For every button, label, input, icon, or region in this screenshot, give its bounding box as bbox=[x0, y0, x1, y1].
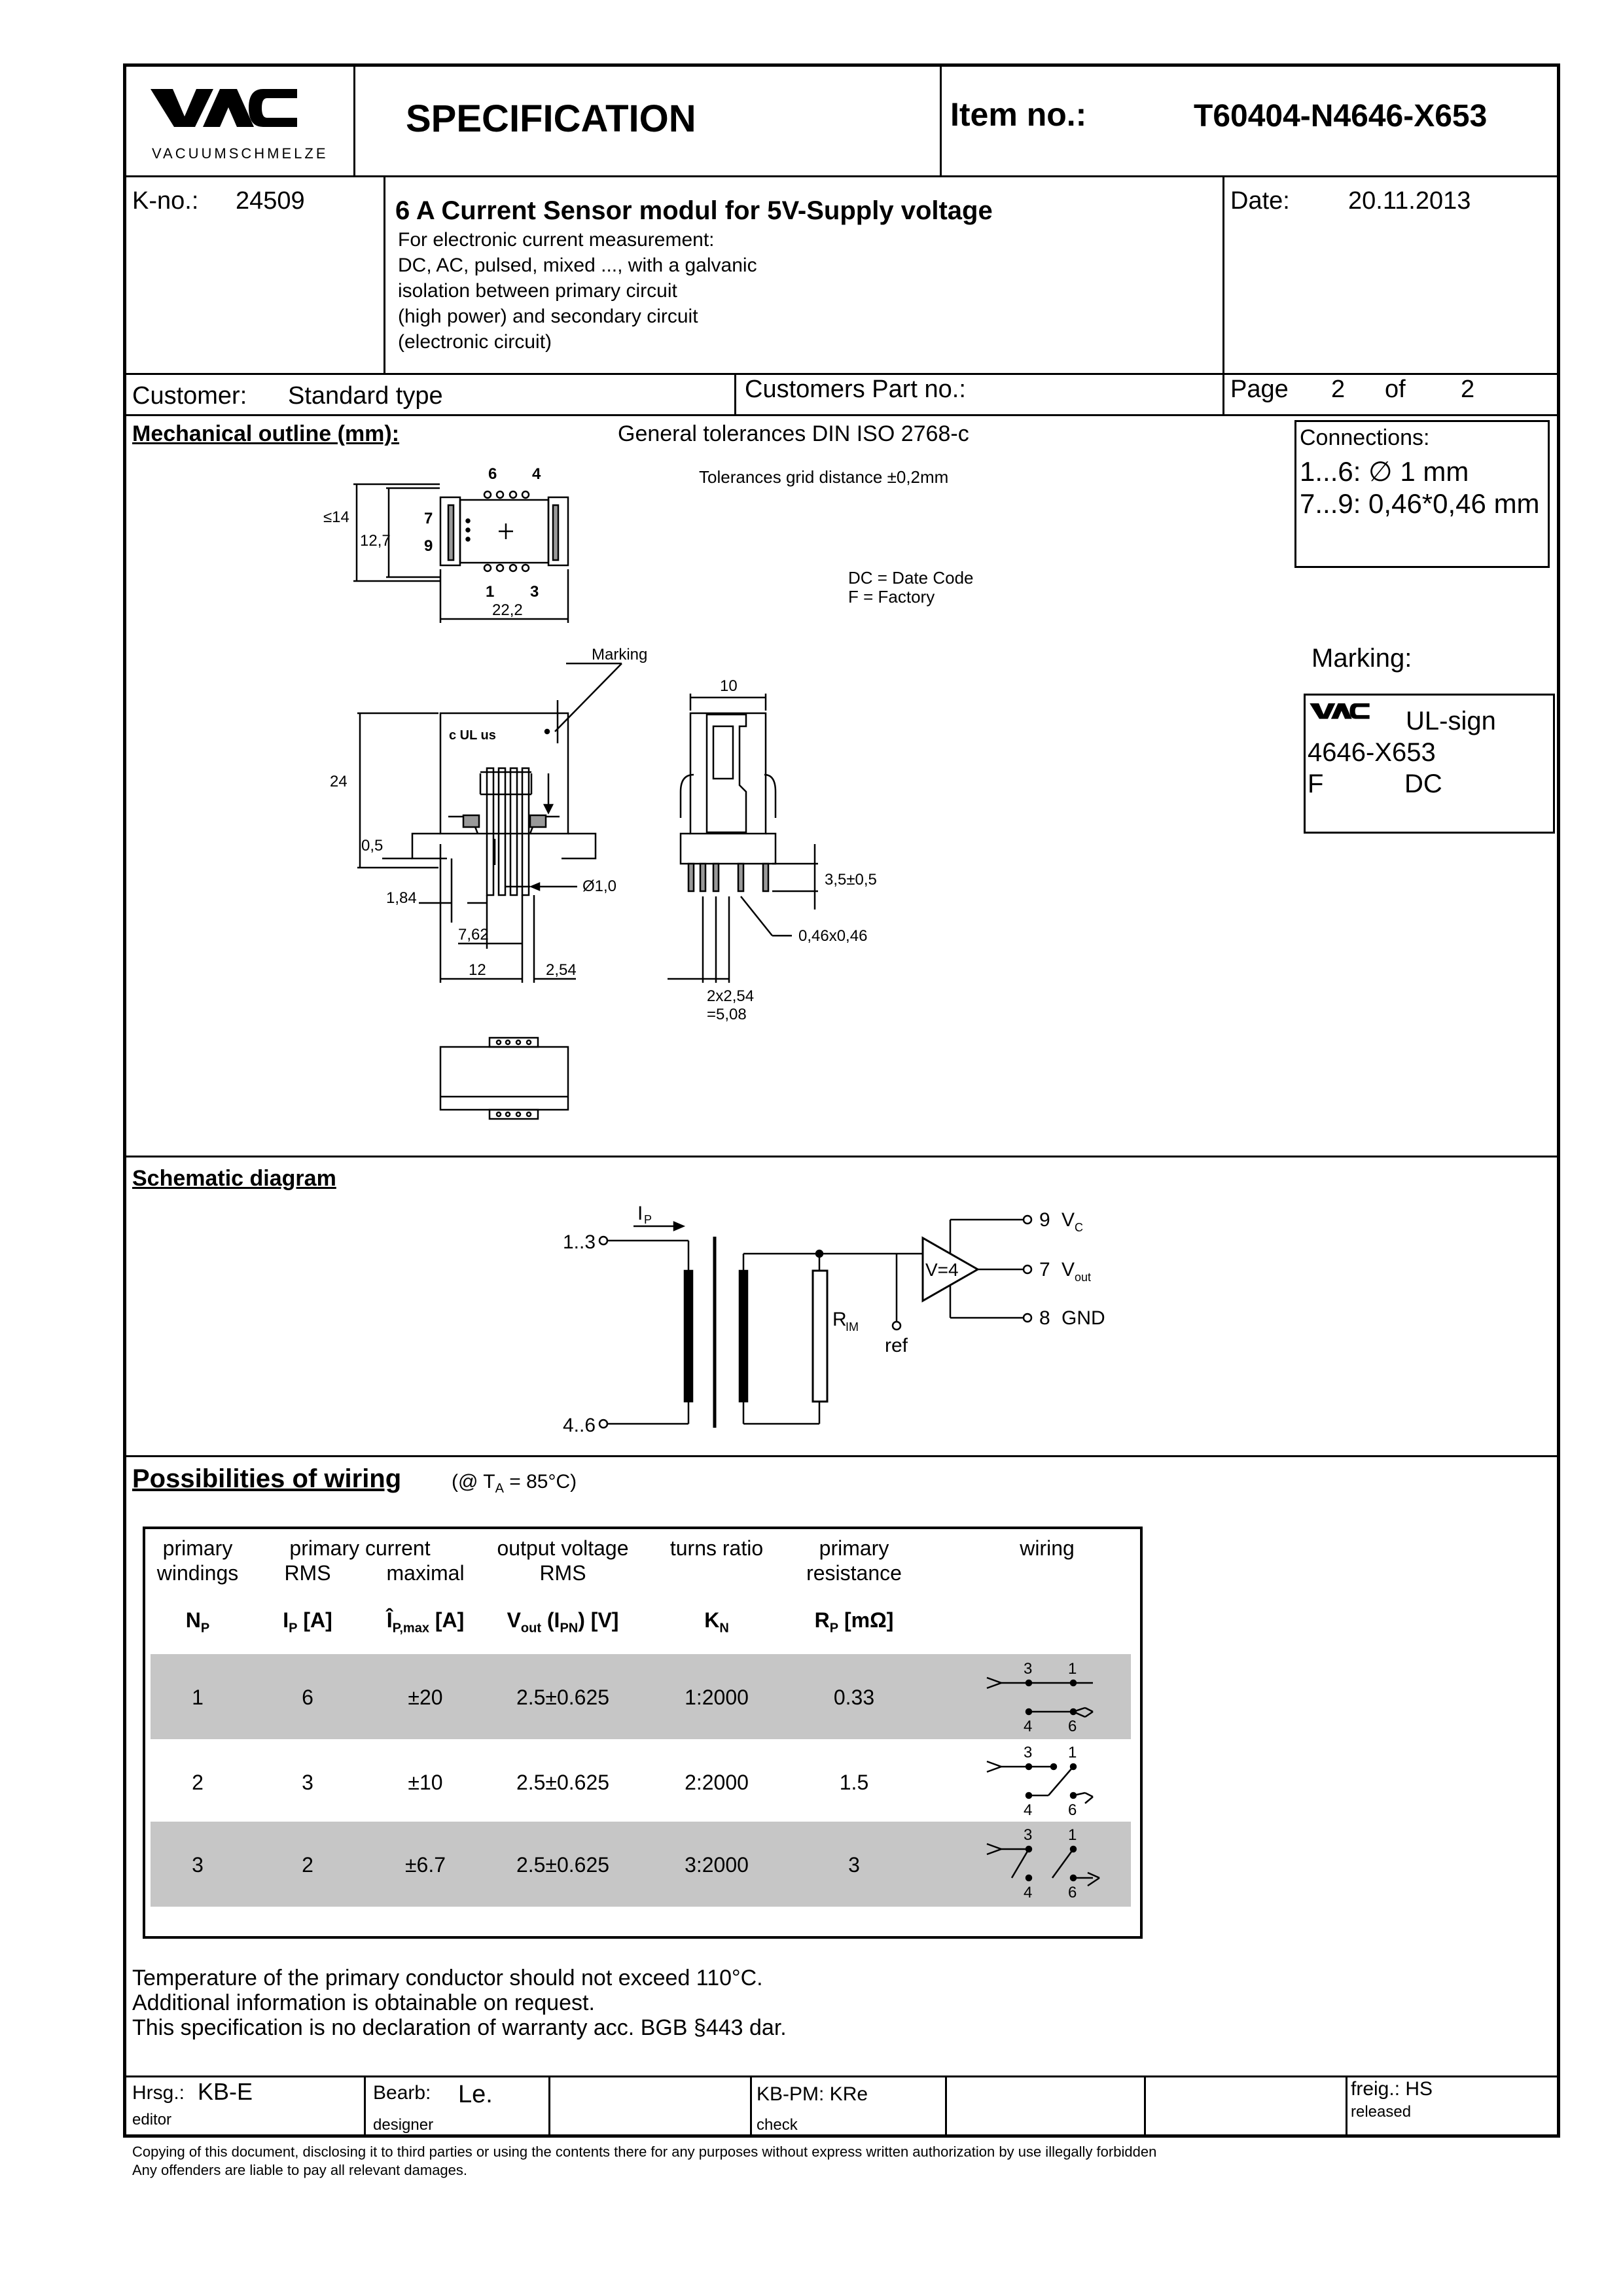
row3-ip: 2 bbox=[302, 1853, 313, 1877]
pin-label: 3 bbox=[1024, 1744, 1033, 1761]
divider bbox=[123, 414, 1560, 416]
row2-ipmax: ±10 bbox=[408, 1771, 443, 1794]
header-windings-2: windings bbox=[156, 1561, 239, 1585]
header-turns: turns ratio bbox=[669, 1536, 764, 1560]
dim-2x2-54: 2x2,54 bbox=[707, 987, 755, 1005]
row1-rp: 0.33 bbox=[833, 1686, 875, 1709]
symbol-ip: $I_P$ [A] bbox=[283, 1608, 332, 1636]
row3-np: 3 bbox=[192, 1853, 204, 1877]
top-view bbox=[353, 484, 568, 623]
note-line: Additional information is obtainable on request. bbox=[132, 1990, 595, 2015]
pin-label: 6 bbox=[1068, 1884, 1077, 1901]
symbol-vout: $V_{out}$ $(I_{PN})$ [V] bbox=[507, 1608, 619, 1636]
connections-title: Connections: bbox=[1300, 425, 1430, 450]
customer-value: Standard type bbox=[288, 382, 443, 410]
symbol-kn: $K_N$ bbox=[704, 1608, 729, 1636]
divider bbox=[123, 373, 1560, 375]
legend-date-code: DC = Date Code bbox=[848, 568, 974, 588]
connections-pins-1-6: 1...6: ∅ 1 mm bbox=[1300, 456, 1469, 487]
dim-0-46: 0,46x0,46 bbox=[798, 927, 868, 945]
front-view bbox=[357, 663, 622, 983]
row2-kn: 2:2000 bbox=[685, 1771, 749, 1794]
row1-kn: 1:2000 bbox=[685, 1686, 749, 1709]
input-top-label: 1..3 bbox=[563, 1231, 596, 1253]
row3-rp: 3 bbox=[848, 1853, 860, 1877]
dim-7-62: 7,62 bbox=[458, 926, 489, 944]
marking-date-code: DC bbox=[1404, 769, 1442, 798]
pin-label: 1 bbox=[1068, 1744, 1077, 1761]
desc-line: (high power) and secondary circuit bbox=[398, 306, 698, 327]
schematic-heading: Schematic diagram bbox=[132, 1166, 336, 1191]
pin-label: 7 bbox=[424, 510, 433, 527]
divider bbox=[548, 2075, 550, 2138]
dim-5-08: =5,08 bbox=[707, 1006, 747, 1023]
dim-3-5: 3,5±0,5 bbox=[825, 871, 877, 889]
row2-np: 2 bbox=[192, 1771, 204, 1794]
wiring-diagram-3 bbox=[975, 1826, 1119, 1904]
dim-le14: ≤14 bbox=[323, 508, 349, 526]
released-label: released bbox=[1351, 2103, 1412, 2121]
page-label: Page bbox=[1230, 376, 1289, 403]
symbol-rp: $R_P$ [mΩ] bbox=[814, 1608, 894, 1636]
input-bottom-label: 4..6 bbox=[563, 1415, 596, 1436]
out-pin-7: 7 bbox=[1039, 1259, 1050, 1280]
divider bbox=[750, 2075, 752, 2138]
bearb-value: Le. bbox=[458, 2081, 493, 2108]
vac-logo bbox=[145, 89, 309, 137]
header-current-max: maximal bbox=[386, 1561, 465, 1585]
vac-logo-small bbox=[1308, 699, 1374, 728]
divider bbox=[123, 2075, 1560, 2077]
doc-title: SPECIFICATION bbox=[406, 97, 696, 140]
kno-value: 24509 bbox=[236, 187, 305, 215]
out-pin-9: 9 bbox=[1039, 1209, 1050, 1231]
divider bbox=[123, 175, 1560, 177]
schematic-diagram bbox=[550, 1191, 1139, 1446]
legend-factory: F = Factory bbox=[848, 587, 935, 607]
wiring-condition: (@ $T_A = 85^\circ C$) bbox=[452, 1471, 577, 1496]
date-value: 20.11.2013 bbox=[1348, 187, 1471, 215]
wiring-diagram-2 bbox=[975, 1743, 1119, 1822]
out-pin-8: 8 bbox=[1039, 1307, 1050, 1329]
check-label: check bbox=[757, 2116, 798, 2134]
marking-title: Marking: bbox=[1311, 644, 1412, 673]
pin-label: 1 bbox=[1068, 1826, 1077, 1844]
page-total: 2 bbox=[1461, 376, 1475, 403]
item-number: T60404-N4646-X653 bbox=[1194, 99, 1488, 133]
dim-24: 24 bbox=[330, 773, 348, 790]
marking-callout: Marking bbox=[592, 646, 648, 663]
row3-ipmax: ±6.7 bbox=[404, 1853, 446, 1877]
desc-line: (electronic circuit) bbox=[398, 331, 552, 353]
hrsg-value: KB-E bbox=[198, 2078, 253, 2105]
dim-pin-diameter: Ø1,0 bbox=[582, 877, 617, 895]
date-label: Date: bbox=[1230, 187, 1290, 215]
pin-label: 1 bbox=[486, 583, 495, 601]
dim-12: 12 bbox=[469, 961, 486, 979]
vout-label: V bbox=[1061, 1259, 1075, 1280]
pin-label: 9 bbox=[424, 537, 433, 555]
marking-ul-sign: UL-sign bbox=[1406, 707, 1496, 735]
symbol-np: $N_P$ bbox=[185, 1608, 210, 1636]
logo-subtitle: VACUUMSCHMELZE bbox=[152, 145, 329, 162]
marking-factory: F bbox=[1308, 769, 1324, 798]
pin-label: 3 bbox=[530, 583, 539, 601]
of-label: of bbox=[1385, 376, 1406, 403]
dim-12-7: 12,7 bbox=[360, 532, 391, 550]
bottom-view bbox=[440, 1038, 568, 1119]
ref-label: ref bbox=[885, 1335, 908, 1356]
page-number: 2 bbox=[1331, 376, 1346, 403]
row3-vout: 2.5±0.625 bbox=[516, 1853, 610, 1877]
divider bbox=[123, 1156, 1560, 1157]
vc-label: V bbox=[1061, 1209, 1075, 1231]
customer-label: Customer: bbox=[132, 382, 247, 410]
desc-line: For electronic current measurement: bbox=[398, 229, 715, 251]
general-tolerances: General tolerances DIN ISO 2768-c bbox=[618, 421, 969, 446]
row2-ip: 3 bbox=[302, 1771, 313, 1794]
pin-label: 3 bbox=[1024, 1660, 1033, 1678]
header-voltage-rms: RMS bbox=[539, 1561, 586, 1585]
mechanical-heading: Mechanical outline (mm): bbox=[132, 421, 400, 446]
header-wiring: wiring bbox=[1020, 1536, 1075, 1560]
header-windings-1: primary bbox=[162, 1536, 233, 1560]
row1-ipmax: ±20 bbox=[408, 1686, 443, 1709]
pin-label: 6 bbox=[488, 465, 497, 483]
marking-item-code: 4646-X653 bbox=[1308, 738, 1436, 767]
product-title: 6 A Current Sensor modul for 5V-Supply voltage bbox=[395, 196, 993, 225]
symbol-ipmax: $Î_{P,max}$ [A] bbox=[386, 1608, 465, 1636]
header-voltage: output voltage bbox=[497, 1536, 629, 1560]
dim-2-54: 2,54 bbox=[546, 961, 577, 979]
rim-label: R bbox=[832, 1309, 847, 1330]
customer-part-label: Customers Part no.: bbox=[745, 376, 966, 403]
divider bbox=[1346, 2075, 1347, 2138]
divider bbox=[1222, 175, 1224, 373]
header-resistance: primary bbox=[819, 1536, 889, 1560]
pin-label: 4 bbox=[532, 465, 541, 483]
mechanical-drawing bbox=[314, 451, 969, 1145]
divider bbox=[945, 2075, 947, 2138]
desc-line: isolation between primary circuit bbox=[398, 280, 677, 302]
ul-mark: c UL us bbox=[449, 728, 496, 743]
row1-vout: 2.5±0.625 bbox=[516, 1686, 610, 1709]
vout-sub: out bbox=[1075, 1271, 1092, 1284]
header-current: primary current bbox=[289, 1536, 431, 1560]
dim-1-84: 1,84 bbox=[386, 889, 417, 907]
editor-label: editor bbox=[132, 2111, 172, 2128]
divider bbox=[734, 373, 736, 414]
row1-ip: 6 bbox=[302, 1686, 313, 1709]
primary-current-sub: P bbox=[644, 1213, 652, 1226]
vc-sub: C bbox=[1075, 1221, 1083, 1234]
divider bbox=[364, 2075, 366, 2138]
amplifier-gain: V=4 bbox=[925, 1260, 959, 1280]
connections-pins-7-9: 7...9: 0,46*0,46 mm bbox=[1300, 488, 1540, 519]
dim-10: 10 bbox=[720, 677, 738, 695]
item-label: Item no.: bbox=[950, 96, 1087, 133]
divider bbox=[353, 63, 355, 175]
row2-vout: 2.5±0.625 bbox=[516, 1771, 610, 1794]
grid-tolerance: Tolerances grid distance ±0,2mm bbox=[699, 467, 949, 487]
dim-0-5: 0,5 bbox=[361, 837, 383, 855]
hrsg-label: Hrsg.: bbox=[132, 2082, 185, 2104]
designer-label: designer bbox=[373, 2116, 434, 2134]
bearb-label: Bearb: bbox=[373, 2082, 431, 2104]
divider bbox=[383, 175, 385, 373]
row1-np: 1 bbox=[192, 1686, 204, 1709]
pin-label: 6 bbox=[1068, 1718, 1077, 1735]
dim-22-2: 22,2 bbox=[492, 601, 523, 619]
primary-current-label: I bbox=[637, 1203, 643, 1224]
wiring-heading: Possibilities of wiring bbox=[132, 1464, 402, 1493]
desc-line: DC, AC, pulsed, mixed ..., with a galvanic bbox=[398, 255, 757, 276]
freig-label: freig.: HS bbox=[1351, 2078, 1433, 2100]
rim-sub: IM bbox=[846, 1320, 859, 1333]
copyright-line: Copying of this document, disclosing it to third parties or using the contents there for any purposes without express written authorization by use illegally forbidden bbox=[132, 2144, 1157, 2160]
divider bbox=[123, 1455, 1560, 1457]
copyright-line: Any offenders are liable to pay all relevant damages. bbox=[132, 2162, 468, 2178]
note-line: This specification is no declaration of warranty acc. BGB §443 dar. bbox=[132, 2015, 787, 2040]
divider bbox=[1222, 373, 1224, 414]
side-view bbox=[668, 694, 818, 983]
row2-rp: 1.5 bbox=[839, 1771, 869, 1794]
header-resistance-2: resistance bbox=[806, 1561, 902, 1585]
divider bbox=[940, 63, 942, 175]
pin-label: 6 bbox=[1068, 1801, 1077, 1819]
kno-label: K-no.: bbox=[132, 187, 199, 215]
header-current-rms: RMS bbox=[284, 1561, 331, 1585]
pin-label: 4 bbox=[1024, 1801, 1033, 1819]
kbpm-label: KB-PM: KRe bbox=[757, 2083, 868, 2105]
pin-label: 3 bbox=[1024, 1826, 1033, 1844]
row3-kn: 3:2000 bbox=[685, 1853, 749, 1877]
note-line: Temperature of the primary conductor should not exceed 110°C. bbox=[132, 1966, 763, 1990]
pin-label: 4 bbox=[1024, 1884, 1033, 1901]
divider bbox=[1144, 2075, 1146, 2138]
pin-label: 4 bbox=[1024, 1718, 1033, 1735]
pin-label: 1 bbox=[1068, 1660, 1077, 1678]
gnd-label: GND bbox=[1061, 1307, 1105, 1329]
wiring-diagram-1 bbox=[975, 1659, 1119, 1738]
